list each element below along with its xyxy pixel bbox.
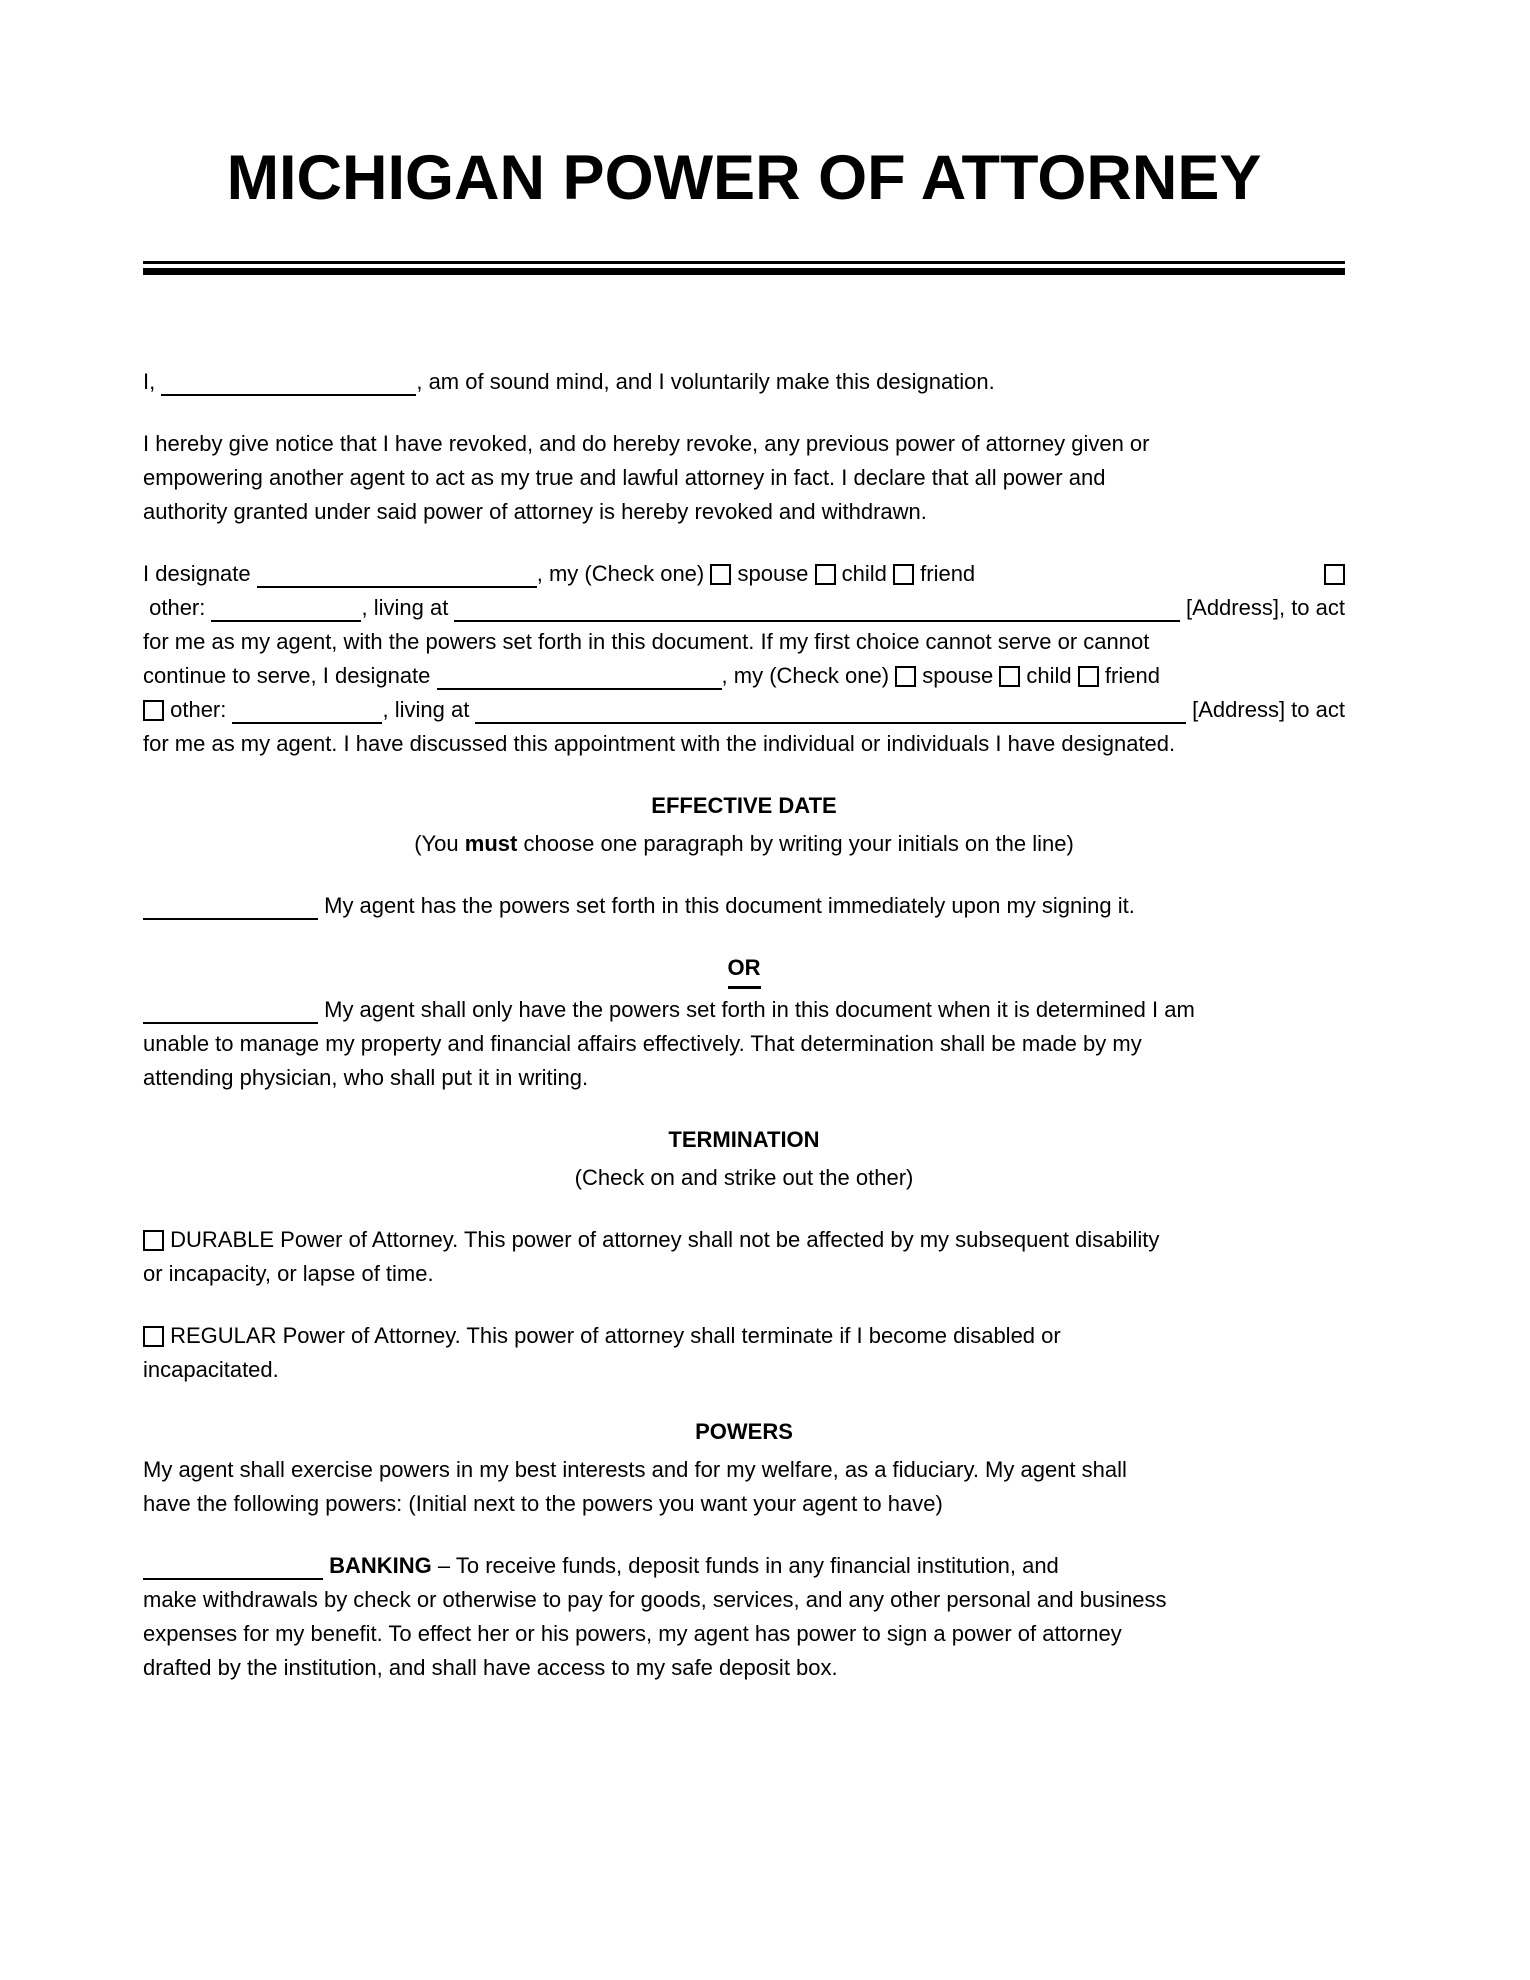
principal-declaration-paragraph bbox=[143, 365, 1345, 399]
text-run: other: bbox=[143, 595, 212, 620]
first-agent-address-blank[interactable] bbox=[454, 600, 1180, 622]
second-agent-friend-checkbox[interactable] bbox=[1078, 666, 1099, 687]
text-line bbox=[143, 727, 1345, 761]
text-line bbox=[143, 951, 1345, 989]
text-line bbox=[143, 427, 1345, 461]
title-rule bbox=[143, 261, 1345, 275]
text-run: for me as my agent. I have discussed this appointment with the individual or individuals I have designated. bbox=[143, 731, 1176, 756]
first-agent-spouse-checkbox[interactable] bbox=[710, 564, 731, 585]
first-agent-name-blank[interactable] bbox=[257, 566, 537, 588]
powers-intro-paragraph bbox=[143, 1453, 1345, 1521]
text-run: choose one paragraph by writing your initials on the line) bbox=[517, 831, 1074, 856]
text-run: spouse bbox=[731, 561, 815, 586]
text-run: POWERS bbox=[695, 1419, 793, 1444]
principal-name-blank[interactable] bbox=[161, 374, 416, 396]
second-agent-other-checkbox[interactable] bbox=[143, 700, 164, 721]
text-run: , living at bbox=[361, 595, 455, 620]
text-run: My agent shall exercise powers in my best interests and for my welfare, as a fiduciary. My agent shall bbox=[143, 1457, 1127, 1482]
text-line bbox=[143, 461, 1345, 495]
text-run: , my (Check one) bbox=[536, 561, 711, 586]
text-run: (Check on and strike out the other) bbox=[574, 1165, 914, 1190]
section-heading-effective-date bbox=[143, 789, 1345, 823]
text-run: OR bbox=[728, 951, 761, 989]
text-run: I designate bbox=[143, 561, 257, 586]
text-line bbox=[143, 889, 1345, 923]
banking-initials-blank[interactable] bbox=[143, 1558, 323, 1580]
text-line bbox=[143, 1027, 1345, 1061]
text-run: friend bbox=[914, 561, 976, 586]
springing-effective-initials-blank[interactable] bbox=[143, 1002, 318, 1024]
durable-checkbox[interactable] bbox=[143, 1230, 164, 1251]
text-line bbox=[143, 789, 1345, 823]
section-heading-powers bbox=[143, 1415, 1345, 1449]
durable-option bbox=[143, 1223, 1345, 1291]
text-run: , living at bbox=[382, 697, 476, 722]
section-heading-termination bbox=[143, 1123, 1345, 1157]
second-agent-name-blank[interactable] bbox=[437, 668, 722, 690]
designation-paragraph bbox=[143, 557, 1345, 761]
text-run: REGULAR Power of Attorney. This power of attorney shall terminate if I become disabled or bbox=[164, 1323, 1061, 1348]
text-line bbox=[143, 495, 1345, 529]
text-run: unable to manage my property and financial affairs effectively. That determination shall be made by my bbox=[143, 1031, 1142, 1056]
first-agent-other-relation-blank[interactable] bbox=[211, 600, 361, 622]
text-line bbox=[143, 1223, 1345, 1257]
text-run: TERMINATION bbox=[668, 1127, 820, 1152]
text-line bbox=[143, 1123, 1345, 1157]
text-line bbox=[143, 1319, 1345, 1353]
text-run: must bbox=[464, 831, 518, 856]
text-run: My agent has the powers set forth in this document immediately upon my signing it. bbox=[318, 893, 1135, 918]
text-run: , am of sound mind, and I voluntarily make this designation. bbox=[416, 369, 995, 394]
immediate-effective-option bbox=[143, 889, 1345, 923]
text-line bbox=[143, 1617, 1345, 1651]
text-run: empowering another agent to act as my true and lawful attorney in fact. I declare that all power and bbox=[143, 465, 1106, 490]
text-run: DURABLE Power of Attorney. This power of attorney shall not be affected by my subsequent disability bbox=[164, 1227, 1160, 1252]
termination-instruction bbox=[143, 1161, 1345, 1195]
regular-checkbox[interactable] bbox=[143, 1326, 164, 1347]
text-run: authority granted under said power of attorney is hereby revoked and withdrawn. bbox=[143, 499, 927, 524]
regular-option bbox=[143, 1319, 1345, 1387]
text-line bbox=[143, 591, 1345, 625]
text-run: (You bbox=[414, 831, 465, 856]
text-line bbox=[143, 659, 1345, 693]
second-agent-other-relation-blank[interactable] bbox=[232, 702, 382, 724]
second-agent-address-blank[interactable] bbox=[475, 702, 1186, 724]
text-line bbox=[143, 1583, 1345, 1617]
text-run: , my (Check one) bbox=[721, 663, 896, 688]
text-line bbox=[143, 1161, 1345, 1195]
text-line bbox=[143, 557, 1345, 591]
text-run: attending physician, who shall put it in writing. bbox=[143, 1065, 589, 1090]
text-run: spouse bbox=[916, 663, 1000, 688]
document-body bbox=[143, 365, 1345, 1685]
text-run: I, bbox=[143, 369, 162, 394]
text-run: BANKING bbox=[329, 1553, 432, 1578]
effective-date-instruction bbox=[143, 827, 1345, 861]
second-agent-spouse-checkbox[interactable] bbox=[895, 666, 916, 687]
immediate-effective-initials-blank[interactable] bbox=[143, 898, 318, 920]
text-run: – To receive funds, deposit funds in any financial institution, and bbox=[431, 1553, 1059, 1578]
first-agent-child-checkbox[interactable] bbox=[815, 564, 836, 585]
text-line bbox=[143, 993, 1345, 1027]
first-agent-friend-checkbox[interactable] bbox=[893, 564, 914, 585]
text-line bbox=[143, 1415, 1345, 1449]
text-run: I hereby give notice that I have revoked, and do hereby revoke, any previous power of attorney given or bbox=[143, 431, 1150, 456]
text-line bbox=[143, 1651, 1345, 1685]
text-run: child bbox=[835, 561, 894, 586]
text-run: [Address], to act bbox=[1179, 595, 1345, 620]
text-run: or incapacity, or lapse of time. bbox=[143, 1261, 434, 1286]
text-line bbox=[143, 1257, 1345, 1291]
text-run: drafted by the institution, and shall have access to my safe deposit box. bbox=[143, 1655, 838, 1680]
second-agent-child-checkbox[interactable] bbox=[999, 666, 1020, 687]
document-title: MICHIGAN POWER OF ATTORNEY bbox=[226, 143, 1262, 213]
text-run: have the following powers: (Initial next to the powers you want your agent to have) bbox=[143, 1491, 943, 1516]
text-run: for me as my agent, with the powers set forth in this document. If my first choice cannot serve or cannot bbox=[143, 629, 1150, 654]
text-run: EFFECTIVE DATE bbox=[651, 793, 837, 818]
text-run: child bbox=[1020, 663, 1078, 688]
text-run: friend bbox=[1098, 663, 1160, 688]
revocation-paragraph bbox=[143, 427, 1345, 529]
first-agent-other-checkbox[interactable] bbox=[1324, 564, 1345, 585]
text-line bbox=[143, 827, 1345, 861]
text-run: continue to serve, I designate bbox=[143, 663, 437, 688]
text-line bbox=[143, 1549, 1345, 1583]
text-line bbox=[143, 365, 1345, 399]
text-run: incapacitated. bbox=[143, 1357, 279, 1382]
text-line bbox=[143, 1487, 1345, 1521]
banking-power-paragraph bbox=[143, 1549, 1345, 1685]
text-line bbox=[143, 1353, 1345, 1387]
text-run: other: bbox=[164, 697, 233, 722]
text-line bbox=[143, 625, 1345, 659]
text-run: expenses for my benefit. To effect her or his powers, my agent has power to sign a power of attorney bbox=[143, 1621, 1122, 1646]
springing-effective-option bbox=[143, 993, 1345, 1095]
text-run: make withdrawals by check or otherwise to pay for goods, services, and any other personal and business bbox=[143, 1587, 1167, 1612]
text-line bbox=[143, 1453, 1345, 1487]
text-line bbox=[143, 1061, 1345, 1095]
text-line bbox=[143, 693, 1345, 727]
text-run: My agent shall only have the powers set forth in this document when it is determined I am bbox=[318, 997, 1195, 1022]
text-run: [Address] to act bbox=[1186, 697, 1345, 722]
or-divider bbox=[143, 951, 1345, 989]
